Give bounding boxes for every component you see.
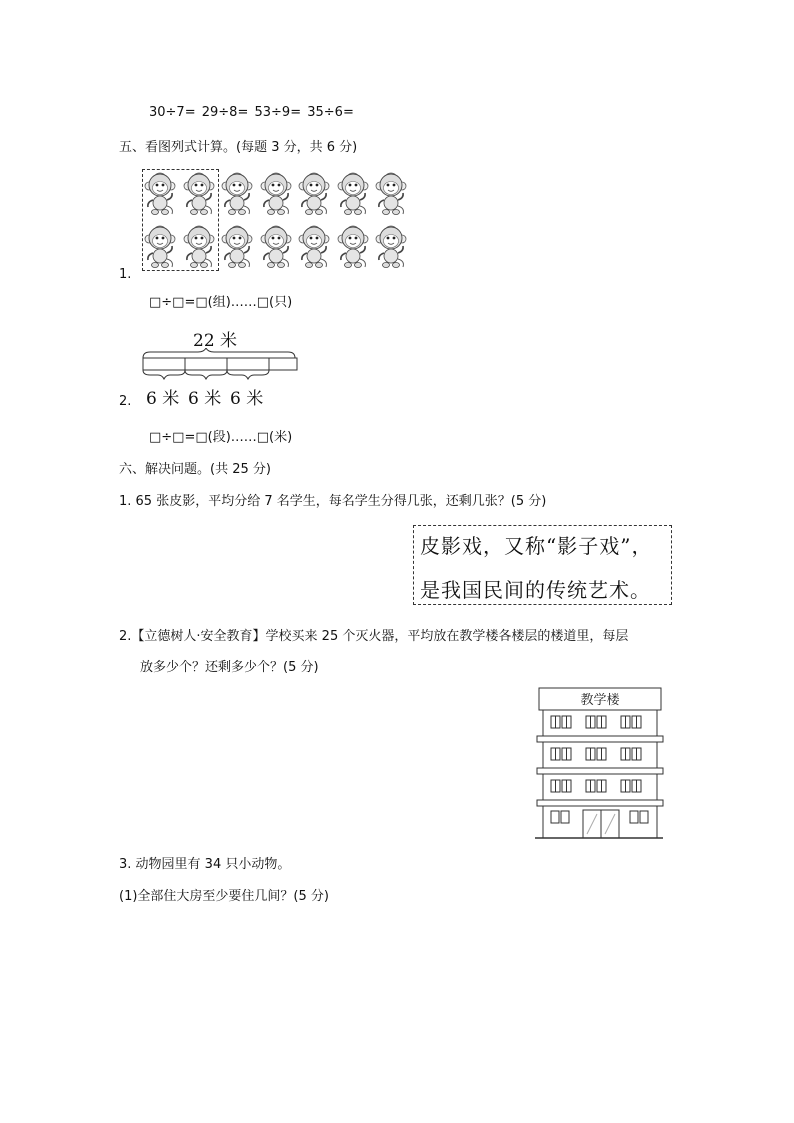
school-building bbox=[533, 686, 665, 841]
q1-number: 1. bbox=[119, 267, 132, 282]
rope-total-label: 22 米 bbox=[193, 331, 238, 351]
rope-segment-label: 6 米 bbox=[230, 389, 264, 409]
section6-heading: 六、解决问题。(共 25 分) bbox=[119, 462, 271, 477]
monkey-icon bbox=[260, 225, 292, 269]
monkey-icon bbox=[337, 172, 369, 216]
note-line: 皮影戏，又称“影子戏”， bbox=[420, 534, 653, 558]
division-row bbox=[149, 105, 354, 120]
division-item: 29÷8= bbox=[201, 105, 249, 120]
q1-formula: □÷□=□(组)……□(只) bbox=[149, 295, 293, 310]
monkey-icon bbox=[221, 172, 253, 216]
floor-balcony bbox=[537, 800, 663, 806]
monkey-icon bbox=[144, 172, 176, 216]
rope-segment-label: 6 米 bbox=[146, 389, 180, 409]
monkey-icon bbox=[375, 225, 407, 269]
s6-q3-sub1: (1)全部住大房至少要住几间？(5 分) bbox=[119, 889, 329, 904]
monkey-icon bbox=[375, 172, 407, 216]
rope-diagram bbox=[138, 348, 304, 380]
s6-q2-line2: 放多少个？还剩多少个？(5 分) bbox=[140, 660, 319, 675]
section5-heading: 五、看图列式计算。(每题 3 分，共 6 分) bbox=[119, 140, 358, 155]
monkey-icon bbox=[183, 172, 215, 216]
division-item: 30÷7= bbox=[149, 105, 196, 120]
division-item: 35÷6= bbox=[307, 105, 354, 120]
monkey-icon bbox=[144, 225, 176, 269]
segment-brace bbox=[143, 370, 185, 379]
s6-q3: 3. 动物园里有 34 只小动物。 bbox=[119, 857, 291, 872]
shadow-play-note bbox=[413, 525, 672, 605]
monkey-icon bbox=[221, 225, 253, 269]
segment-brace bbox=[227, 370, 269, 379]
monkey-icon bbox=[183, 225, 215, 269]
s6-q1: 1. 65 张皮影，平均分给 7 名学生，每名学生分得几张，还剩几张？(5 分) bbox=[119, 494, 547, 509]
monkey-icon bbox=[337, 225, 369, 269]
rope-segment-label: 6 米 bbox=[188, 389, 222, 409]
total-brace bbox=[143, 348, 295, 358]
note-line: 是我国民间的传统艺术。 bbox=[420, 578, 651, 602]
monkey-icon bbox=[298, 172, 330, 216]
monkey-icon bbox=[298, 225, 330, 269]
building-sign: 教学楼 bbox=[580, 693, 620, 708]
monkey-icon bbox=[260, 172, 292, 216]
division-item: 53÷9= bbox=[254, 105, 302, 120]
q2-number: 2. bbox=[119, 394, 132, 409]
floor-balcony bbox=[537, 768, 663, 774]
q2-formula: □÷□=□(段)……□(米) bbox=[149, 430, 293, 445]
s6-q2-line1: 2.【立德树人·安全教育】学校买来 25 个灭火器，平均放在教学楼各楼层的楼道里，每层 bbox=[119, 629, 629, 644]
segment-brace bbox=[185, 370, 227, 379]
floor-balcony bbox=[537, 736, 663, 742]
rope-bar bbox=[143, 358, 297, 370]
